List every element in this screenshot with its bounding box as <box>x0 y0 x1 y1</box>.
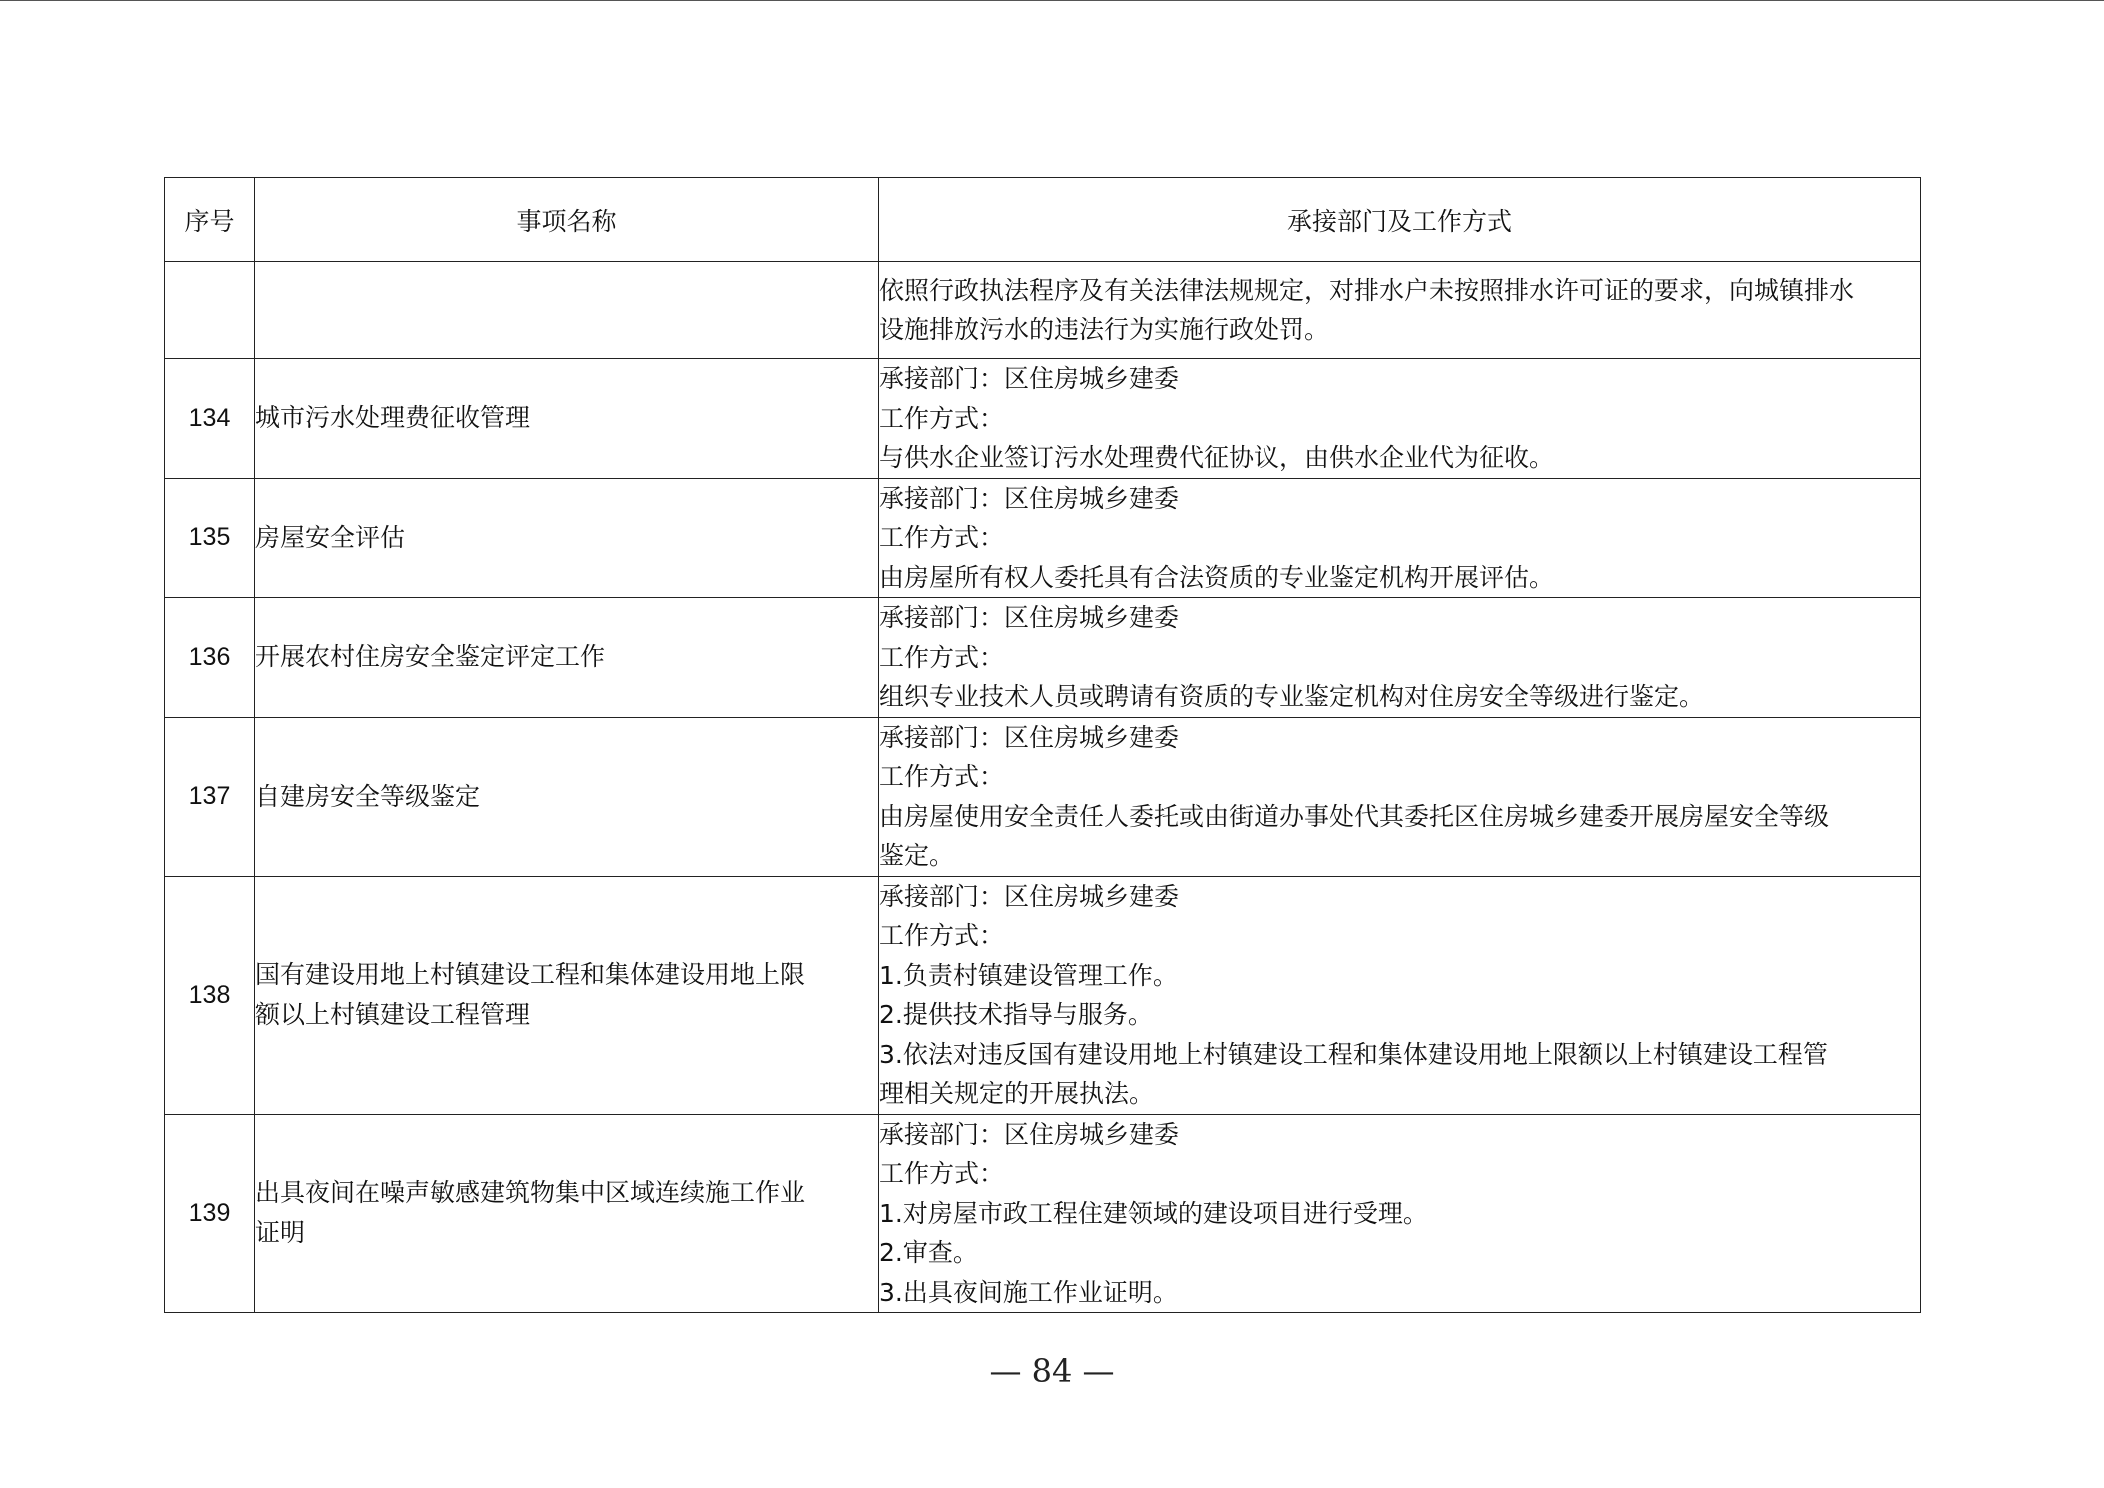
item-name-line: 额以上村镇建设工程管理 <box>255 1000 531 1029</box>
work-method-line: 工作方式： <box>879 642 1005 672</box>
table-header-row <box>165 178 1921 262</box>
work-method-line: 2.审查。 <box>879 1238 978 1267</box>
top-border-line <box>0 0 2104 1</box>
row-item-name <box>255 1114 879 1313</box>
table-row <box>165 876 1921 1114</box>
table-row <box>165 262 1921 359</box>
table-row <box>165 359 1921 479</box>
page-number: — 84 — <box>989 1352 1115 1390</box>
table-row <box>165 1114 1921 1313</box>
work-method-line: 工作方式： <box>879 403 1005 433</box>
work-method-line: 工作方式： <box>879 1159 1005 1188</box>
row-department-method <box>879 876 1921 1114</box>
work-method-line: 理相关规定的开展执法。 <box>879 1079 1155 1108</box>
item-name-line: 国有建设用地上村镇建设工程和集体建设用地上限 <box>255 960 806 989</box>
work-method-line: 鉴定。 <box>879 841 955 870</box>
item-name-line: 开展农村住房安全鉴定评定工作 <box>255 642 606 672</box>
work-method-line: 工作方式： <box>879 762 1005 791</box>
work-method-line: 与供水企业签订污水处理费代征协议，由供水企业代为征收。 <box>879 443 1555 472</box>
row-item-name <box>255 598 879 718</box>
work-method-line: 由房屋所有权人委托具有合法资质的专业鉴定机构开展评估。 <box>879 562 1555 592</box>
row-item-name <box>255 876 879 1114</box>
row-item-name <box>255 717 879 876</box>
row-serial-number: 136 <box>165 598 255 718</box>
header-serial-number: 序号 <box>165 178 255 262</box>
row-item-name <box>255 478 879 598</box>
row-serial-number: 138 <box>165 876 255 1114</box>
work-method-line: 1.对房屋市政工程住建领域的建设项目进行受理。 <box>879 1198 1428 1228</box>
item-name-line: 出具夜间在噪声敏感建筑物集中区域连续施工作业 <box>255 1178 806 1208</box>
row-department-method <box>879 262 1921 359</box>
item-name-line: 房屋安全评估 <box>255 522 406 552</box>
table-row <box>165 598 1921 718</box>
work-method-line: 3.出具夜间施工作业证明。 <box>879 1277 1178 1307</box>
row-serial-number: 135 <box>165 478 255 598</box>
work-method-line: 承接部门：区住房城乡建委 <box>879 603 1180 632</box>
work-method-line: 组织专业技术人员或聘请有资质的专业鉴定机构对住房安全等级进行鉴定。 <box>879 682 1705 711</box>
item-name-line: 城市污水处理费征收管理 <box>255 403 531 433</box>
row-department-method <box>879 1114 1921 1313</box>
row-department-method <box>879 598 1921 718</box>
work-method-line: 由房屋使用安全责任人委托或由街道办事处代其委托区住房城乡建委开展房屋安全等级 <box>879 801 1830 831</box>
row-serial-number: 139 <box>165 1114 255 1313</box>
work-method-line: 承接部门：区住房城乡建委 <box>879 364 1180 393</box>
header-item-name: 事项名称 <box>255 178 879 262</box>
header-department-method: 承接部门及工作方式 <box>879 178 1921 262</box>
work-method-line: 1.负责村镇建设管理工作。 <box>879 960 1178 990</box>
row-item-name <box>255 359 879 479</box>
item-name-line: 证明 <box>255 1218 306 1248</box>
work-method-line: 依照行政执法程序及有关法律法规规定，对排水户未按照排水许可证的要求，向城镇排水 <box>879 275 1855 305</box>
work-method-line: 承接部门：区住房城乡建委 <box>879 722 1180 752</box>
work-method-line: 承接部门：区住房城乡建委 <box>879 1119 1180 1149</box>
work-method-line: 工作方式： <box>879 523 1005 552</box>
items-table <box>164 177 1921 1313</box>
work-method-line: 2.提供技术指导与服务。 <box>879 1000 1153 1029</box>
row-serial-number: 137 <box>165 717 255 876</box>
work-method-line: 承接部门：区住房城乡建委 <box>879 483 1180 513</box>
row-department-method <box>879 359 1921 479</box>
work-method-line: 承接部门：区住房城乡建委 <box>879 881 1180 911</box>
table-row <box>165 717 1921 876</box>
work-method-line: 设施排放污水的违法行为实施行政处罚。 <box>879 315 1330 344</box>
work-method-line: 工作方式： <box>879 921 1005 950</box>
row-item-name <box>255 262 879 359</box>
work-method-line: 3.依法对违反国有建设用地上村镇建设工程和集体建设用地上限额以上村镇建设工程管 <box>879 1039 1828 1069</box>
row-department-method <box>879 478 1921 598</box>
item-name-line: 自建房安全等级鉴定 <box>255 781 481 811</box>
row-department-method <box>879 717 1921 876</box>
table-row <box>165 478 1921 598</box>
row-serial-number: 134 <box>165 359 255 479</box>
row-serial-number <box>165 262 255 359</box>
